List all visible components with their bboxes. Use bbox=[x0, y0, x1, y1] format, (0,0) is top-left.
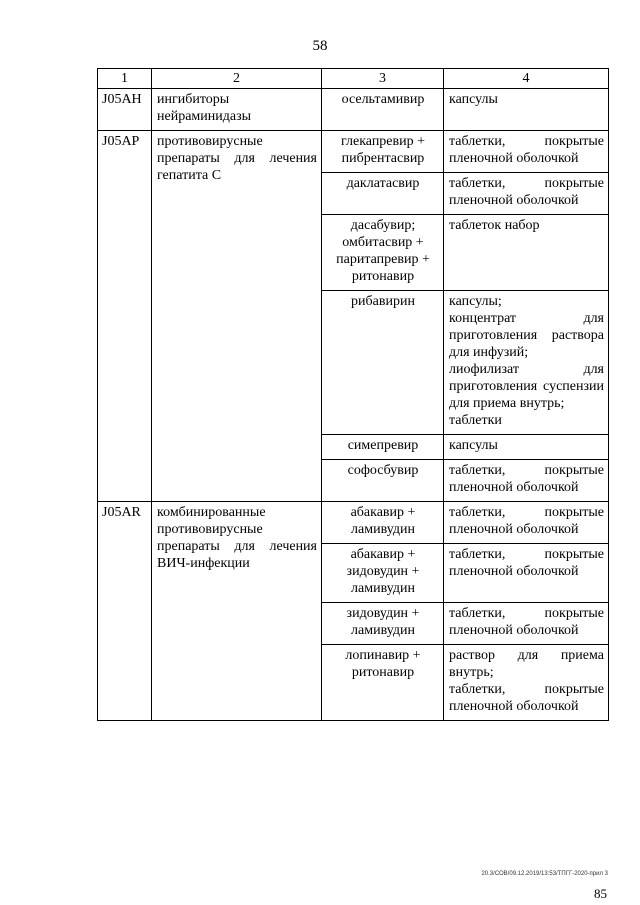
drug-inn bbox=[322, 215, 444, 291]
drug-inn-line: глекапревир + bbox=[340, 134, 426, 149]
dosage-form bbox=[444, 435, 609, 460]
drug-inn-line: паритапревир + bbox=[336, 252, 430, 267]
drug-inn-line: омбитасвир + bbox=[342, 235, 424, 250]
drug-inn-line: ритонавир bbox=[351, 269, 415, 284]
drug-inn-line: зидовудин + bbox=[346, 606, 420, 621]
dosage-form-line: таблетки, покрытые пленочной оболочкой bbox=[449, 547, 604, 579]
drug-inn bbox=[322, 435, 444, 460]
dosage-form bbox=[444, 215, 609, 291]
drug-inn bbox=[322, 502, 444, 544]
drug-inn bbox=[322, 645, 444, 721]
drug-inn bbox=[322, 173, 444, 215]
dosage-form bbox=[444, 89, 609, 131]
dosage-form-line: таблетки, покрытые пленочной оболочкой bbox=[449, 134, 604, 166]
drug-inn-line: даклатасвир bbox=[346, 176, 420, 191]
header-col-1: 1 bbox=[98, 69, 152, 89]
dosage-form-line: капсулы bbox=[449, 92, 498, 107]
dosage-form-line: раствор для приема внутрь; bbox=[449, 648, 604, 680]
dosage-form-line: таблетки, покрытые пленочной оболочкой bbox=[449, 682, 604, 714]
dosage-form-line: таблетки, покрытые пленочной оболочкой bbox=[449, 463, 604, 495]
dosage-form bbox=[444, 460, 609, 502]
dosage-form-line: таблетки, покрытые пленочной оболочкой bbox=[449, 505, 604, 537]
header-col-4: 4 bbox=[444, 69, 609, 89]
drug-inn-line: ламивудин bbox=[351, 581, 415, 596]
footer-page-number: 85 bbox=[594, 886, 607, 901]
drug-inn-line: дасабувир; bbox=[350, 218, 416, 233]
drug-inn-line: абакавир + bbox=[350, 505, 416, 520]
dosage-form bbox=[444, 645, 609, 721]
drug-inn-line: осельтамивир bbox=[341, 92, 425, 107]
group-name-line: противовирусные препараты для лечения гепатита С bbox=[157, 134, 317, 183]
drug-inn-line: абакавир + bbox=[350, 547, 416, 562]
group-name bbox=[152, 502, 322, 721]
dosage-form-line: таблетки, покрытые пленочной оболочкой bbox=[449, 606, 604, 638]
header-col-2: 2 bbox=[152, 69, 322, 89]
group-name-line: ингибиторы нейраминидазы bbox=[157, 92, 252, 124]
dosage-form-line: таблетки bbox=[449, 413, 502, 428]
dosage-form-line: таблетки, покрытые пленочной оболочкой bbox=[449, 176, 604, 208]
drug-inn bbox=[322, 131, 444, 173]
dosage-form bbox=[444, 544, 609, 603]
drug-inn-line: симепревир bbox=[347, 438, 419, 453]
dosage-form-line: капсулы; bbox=[449, 294, 502, 309]
atc-code: J05AP bbox=[98, 131, 152, 502]
dosage-form bbox=[444, 291, 609, 435]
drug-inn-line: зидовудин + bbox=[346, 564, 420, 579]
drug-inn-line: ламивудин bbox=[351, 522, 415, 537]
dosage-form bbox=[444, 603, 609, 645]
table-row bbox=[98, 502, 609, 544]
drug-inn bbox=[322, 544, 444, 603]
atc-code: J05AR bbox=[98, 502, 152, 721]
drug-inn bbox=[322, 89, 444, 131]
header-col-3: 3 bbox=[322, 69, 444, 89]
drug-inn bbox=[322, 291, 444, 435]
page-number: 58 bbox=[312, 38, 328, 54]
dosage-form-line: лиофилизат для приготовления суспензии для приема внутрь; bbox=[449, 362, 604, 411]
table-row bbox=[98, 131, 609, 173]
dosage-form-line: таблеток набор bbox=[449, 218, 540, 233]
dosage-form bbox=[444, 131, 609, 173]
drug-inn bbox=[322, 460, 444, 502]
group-name bbox=[152, 89, 322, 131]
dosage-form-line: концентрат для приготовления раствора для инфузий; bbox=[449, 311, 604, 360]
drug-inn bbox=[322, 603, 444, 645]
drug-inn-line: лопинавир + bbox=[345, 648, 421, 663]
drug-inn-line: пибрентасвир bbox=[341, 151, 425, 166]
document-stamp: 20.3/СОВ/09.12.2019/13:53/ТПГГ-2020-прил 3 bbox=[481, 871, 608, 877]
drug-inn-line: ламивудин bbox=[351, 623, 415, 638]
group-name bbox=[152, 131, 322, 502]
drug-inn-line: софосбувир bbox=[347, 463, 419, 478]
drug-table bbox=[97, 68, 609, 721]
table-header-row bbox=[98, 69, 609, 89]
dosage-form bbox=[444, 502, 609, 544]
atc-code: J05AH bbox=[98, 89, 152, 131]
table-row bbox=[98, 89, 609, 131]
group-name-line: комбинированные противовирусные препараты для лечения ВИЧ-инфекции bbox=[157, 505, 317, 571]
drug-inn-line: ритонавир bbox=[351, 665, 415, 680]
dosage-form-line: капсулы bbox=[449, 438, 498, 453]
dosage-form bbox=[444, 173, 609, 215]
drug-inn-line: рибавирин bbox=[351, 294, 415, 309]
